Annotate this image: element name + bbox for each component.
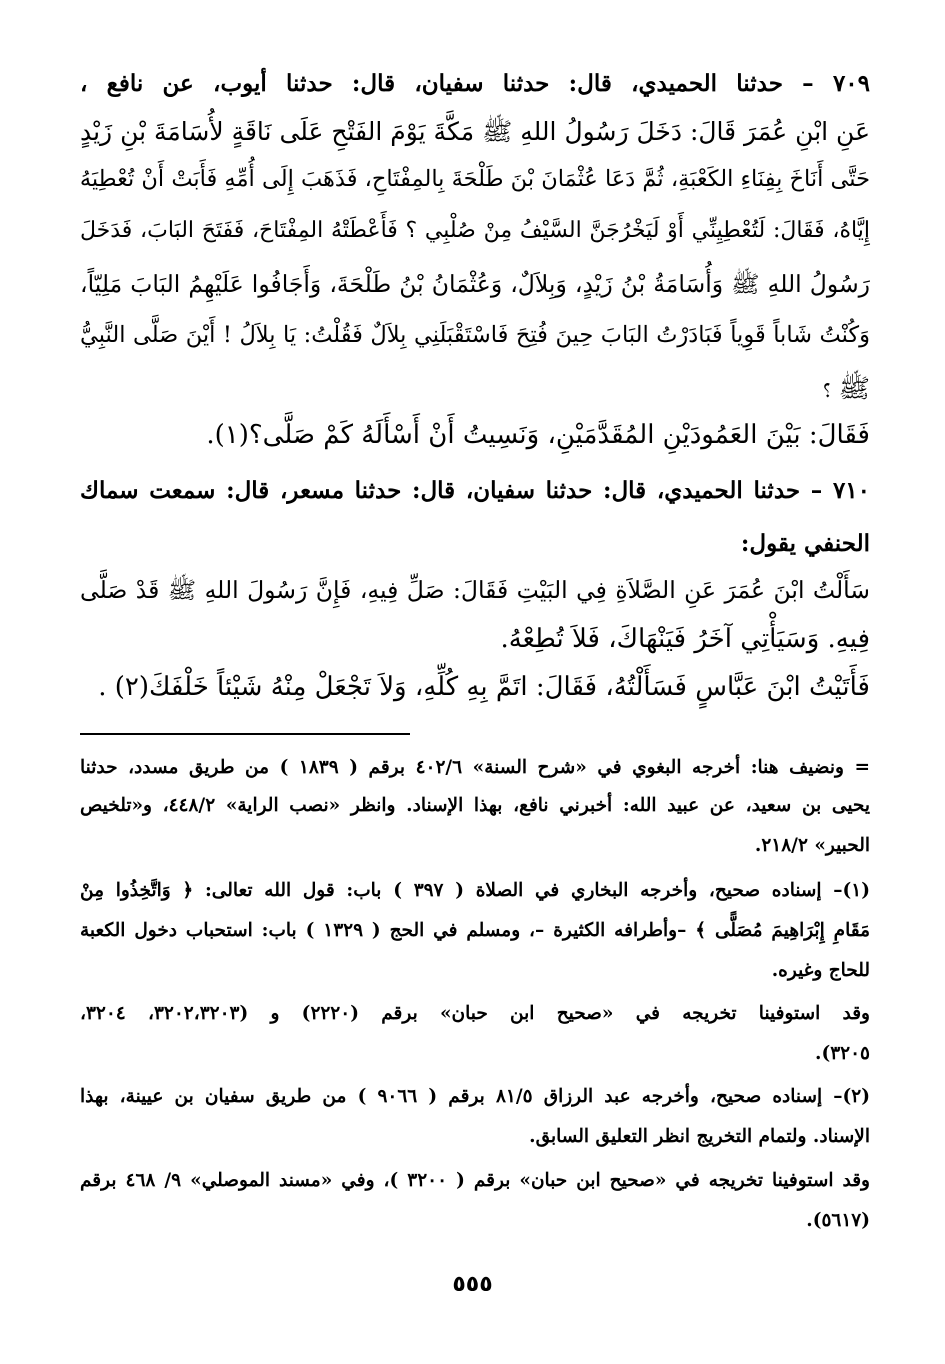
footnote-2-line: (٥٦١٧). bbox=[806, 1210, 870, 1231]
footnote-1-line: (١)– إسناده صحيح، وأخرجه البخاري في الصلاة ( ٣٩٧ ) باب: قول الله تعالى: ﴿ وَاتَّخِذُوا مِنْ bbox=[80, 880, 870, 901]
hadith-710-line-2: فِيهِ. وَسَيَأْتِي آخَرُ فَيَنْهَاكَ، فَلاَ تُطِعْهُ. bbox=[500, 624, 870, 654]
hadith-709-line-2: حَتَّى أَنَاخَ بِفِنَاءِ الكَعْبَةِ، ثُمَّ دَعَا عُثْمَانَ بْنَ طَلْحَةَ بِالمِفْتَاحِ، فَذَهَبَ إِلَى أُمِّهِ فَأَبَتْ أَنْ تُعْطِيَهُ bbox=[79, 166, 870, 192]
footnote-line: الحبير» ٢١٨/٢. bbox=[754, 835, 870, 856]
footnote-1-line: للحاج وغيره. bbox=[771, 960, 870, 981]
footnote-1-line: وقد استوفينا تخريجه في «صحيح ابن حبان» برقم (٢٢٢٠) و (٣٢٠٢،٣٢٠٣، ٣٢٠٤، bbox=[80, 1003, 870, 1024]
hadith-709-line-1: عَنِ ابْنِ عُمَرَ قَالَ: دَخَلَ رَسُولُ اللهِ ﷺ مَكَّةَ يَوْمَ الفَتْحِ عَلَى نَاقَةٍ لأُسَامَةَ بْنِ زَيْدٍ bbox=[79, 117, 870, 146]
footnote-separator bbox=[80, 733, 410, 735]
hadith-710-line-1: سَأَلْتُ ابْنَ عُمَرَ عَنِ الصَّلاَةِ فِي البَيْتِ فَقَالَ: صَلِّ فِيهِ، فَإِنَّ رَسُولَ اللهِ ﷺ قَدْ صَلَّى bbox=[80, 576, 870, 604]
footnote-line: يحيى بن سعيد، عن عبيد الله: أخبرني نافع، بهذا الإسناد. وانظر «نصب الراية» ٤٤٨/٢، و«تلخيص bbox=[80, 795, 870, 816]
hadith-709-line-6: ﷺ ؟ bbox=[823, 374, 870, 404]
hadith-709-line-3: إِيَّاهُ، فَقَالَ: لَتُعْطِيِنِّي أَوْ لَيَخْرُجَنَّ السَّيْفُ مِنْ صُلْبِي ؟ فَأَعْطَتْهُ المِفْتَاحَ، فَفَتَحَ البَابَ، فَدَخَلَ bbox=[80, 218, 870, 243]
footnote-1-line: مَقَامِ إِبْرَاهِيمَ مُصَلًّى ﴾ –وأطرافه الكثيرة –، ومسلم في الحج ( ١٣٢٩ ) باب: استحباب دخول الكعبة bbox=[80, 920, 870, 941]
page-number: ٥٥٥ bbox=[452, 1272, 493, 1297]
hadith-709-line-4: رَسُولُ اللهِ ﷺ وَأُسَامَةُ بْنُ زَيْدٍ، وَبِلاَلٌ، وَعُثْمَانُ بْنُ طَلْحَةَ، وَأَجَافُوا عَلَيْهِمُ البَابَ مَلِيّاً، bbox=[80, 270, 870, 298]
hadith-709-line-7: فَقَالَ: بَيْنَ العَمُودَيْنِ المُقَدَّمَيْنِ، وَنَسِيتُ أَنْ أَسْأَلَهُ كَمْ صَلَّى؟(١). bbox=[206, 420, 870, 450]
footnote-2-line: وقد استوفينا تخريجه في «صحيح ابن حبان» برقم ( ٣٢٠٠ )، وفي «مسند الموصلي» ٩/ ٤٦٨ برقم bbox=[80, 1170, 870, 1191]
hadith-710-line-3: فَأَتَيْتُ ابْنَ عَبَّاسٍ فَسَأَلْتُهُ، فَقَالَ: اتَمَّ بِهِ كُلِّهِ، وَلاَ تَجْعَلْ مِنْهُ شَيْئاً خَلْفَكَ(٢) . bbox=[98, 672, 870, 702]
footnote-2-line: (٢)– إسناده صحيح، وأخرجه عبد الرزاق ٨١/٥ برقم ( ٩٠٦٦ ) من طريق سفيان بن عيينة، بهذا bbox=[80, 1086, 870, 1107]
footnote-2-line: الإسناد. ولتمام التخريج انظر التعليق السابق. bbox=[529, 1126, 870, 1147]
hadith-710-header-2: الحنفي يقول: bbox=[740, 530, 870, 557]
footnote-line: = ونضيف هنا: أخرجه البغوي في «شرح السنة» ٤٠٢/٦ برقم ( ١٨٣٩ ) من طريق مسدد، حدثنا bbox=[80, 757, 870, 778]
hadith-709-line-5: وَكُنْتُ شَاباً قَوِياً فَبَادَرْتُ البَابَ حِينَ فُتِحَ فَاسْتَقْبَلَنِي بِلاَلٌ فَقُلْتُ: يَا بِلاَلُ ! أَيْنَ صَلَّى النَّبِيُّ bbox=[80, 322, 870, 348]
hadith-709-header: ٧٠٩ – حدثنا الحميدي، قال: حدثنا سفيان، قال: حدثنا أيوب، عن نافع ، bbox=[80, 70, 870, 97]
hadith-710-header: ٧١٠ – حدثنا الحميدي، قال: حدثنا سفيان، قال: حدثنا مسعر، قال: سمعت سماك bbox=[80, 477, 870, 504]
footnote-1-line: ٣٢٠٥). bbox=[815, 1043, 870, 1064]
